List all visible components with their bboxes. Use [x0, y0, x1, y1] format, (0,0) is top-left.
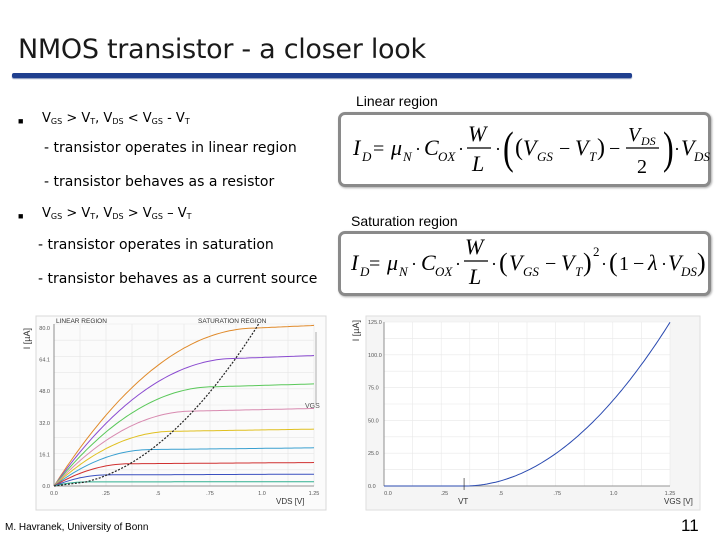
svg-text:W: W: [468, 121, 487, 146]
plot-background: [36, 316, 326, 510]
svg-text:): ): [583, 248, 592, 277]
minus-symbol: -: [162, 111, 176, 126]
svg-text:=: =: [373, 138, 385, 160]
gs-subscript: GS: [151, 212, 163, 221]
v-symbol: V: [42, 206, 51, 221]
x-axis-label: VDS [V]: [276, 497, 305, 506]
author-credit: M. Havranek, University of Bonn: [5, 522, 149, 533]
y-axis-label: I [µA]: [351, 320, 361, 342]
comma: ,: [95, 206, 104, 221]
saturation-formula-box: [338, 231, 711, 296]
v-symbol: V: [142, 111, 152, 126]
bullet-linear-condition: [42, 111, 190, 126]
x-tick-label: .25: [102, 491, 110, 497]
bullet-saturation-condition: [42, 206, 192, 221]
svg-text:OX: OX: [435, 264, 453, 279]
svg-text:V: V: [523, 135, 537, 160]
svg-text:·: ·: [674, 139, 680, 159]
svg-text:V: V: [668, 250, 682, 275]
svg-text:(: (: [609, 248, 618, 277]
vt-label: VT: [458, 497, 469, 506]
svg-text:·: ·: [458, 139, 464, 159]
svg-text:(: (: [499, 248, 508, 277]
svg-text:GS: GS: [537, 149, 553, 164]
comma: ,: [95, 111, 104, 126]
v-symbol: V: [81, 111, 91, 126]
page-number: 11: [681, 516, 699, 535]
saturation-region-label: Saturation region: [351, 213, 458, 229]
v-symbol: V: [81, 206, 91, 221]
title-underline: [12, 73, 632, 78]
svg-text:DS: DS: [641, 134, 656, 148]
region-label: SATURATION REGION: [198, 318, 267, 325]
svg-text:GS: GS: [523, 264, 539, 279]
t-subscript: T: [184, 117, 190, 126]
region-label: LINEAR REGION: [56, 318, 107, 325]
gs-subscript: GS: [151, 117, 163, 126]
svg-text:V: V: [681, 135, 695, 160]
y-tick-label: 75.0: [368, 385, 379, 392]
svg-text:DS: DS: [681, 264, 697, 279]
svg-text:C: C: [421, 250, 436, 275]
v-symbol: V: [103, 206, 113, 221]
y-tick-label: 64.1: [39, 357, 50, 364]
v-symbol: V: [177, 206, 187, 221]
svg-text:·: ·: [455, 254, 461, 274]
x-tick-label: 1.0: [609, 491, 618, 497]
svg-text:V: V: [561, 250, 575, 275]
svg-text:·: ·: [661, 254, 667, 274]
svg-text:I: I: [351, 250, 359, 275]
y-tick-label: 16.1: [39, 452, 50, 459]
svg-text:DS: DS: [694, 149, 710, 164]
x-tick-label: 0.0: [384, 491, 392, 497]
note-saturation-1: - transistor operates in saturation: [38, 237, 274, 253]
y-tick-label: 0.0: [42, 484, 50, 490]
svg-text:T: T: [589, 149, 597, 164]
svg-text:D: D: [360, 264, 370, 279]
bullet-marker: ■: [18, 116, 24, 126]
ds-subscript: DS: [112, 117, 124, 126]
t-subscript: T: [90, 212, 96, 221]
svg-text:λ: λ: [648, 250, 658, 275]
svg-text:·: ·: [415, 139, 421, 159]
x-tick-label: 1.25: [308, 491, 320, 497]
svg-text:V: V: [628, 124, 641, 146]
svg-text:·: ·: [411, 254, 417, 274]
v-symbol: V: [42, 111, 51, 126]
y-tick-label: 0.0: [368, 484, 376, 490]
svg-text:V: V: [575, 135, 589, 160]
gt-symbol: >: [123, 206, 143, 221]
x-axis-label: VGS [V]: [664, 497, 693, 506]
svg-text:I: I: [353, 135, 361, 160]
svg-text:OX: OX: [438, 149, 456, 164]
bullet-marker: ■: [18, 211, 24, 221]
linear-region-label: Linear region: [356, 93, 438, 109]
y-tick-label: 100.0: [368, 352, 382, 359]
svg-text:): ): [597, 135, 605, 161]
svg-text:): ): [663, 122, 674, 174]
note-linear-2: - transistor behaves as a resistor: [44, 174, 275, 190]
lt-symbol: <: [123, 111, 143, 126]
x-tick-label: .5: [498, 491, 504, 497]
t-subscript: T: [186, 212, 192, 221]
svg-text:−: −: [633, 253, 645, 275]
svg-text:(: (: [515, 135, 523, 161]
y-tick-label: 125.0: [368, 320, 382, 326]
svg-text:T: T: [575, 264, 583, 279]
svg-text:−: −: [559, 138, 571, 160]
svg-text:=: =: [369, 253, 381, 275]
note-linear-1: - transistor operates in linear region: [44, 140, 297, 156]
svg-text:L: L: [472, 151, 485, 176]
x-tick-label: .5: [155, 491, 161, 497]
svg-text:μ: μ: [387, 250, 399, 275]
gt-symbol: >: [62, 206, 82, 221]
svg-text:2: 2: [637, 156, 647, 178]
y-tick-label: 25.0: [368, 451, 379, 458]
svg-text:C: C: [424, 135, 439, 160]
t-subscript: T: [90, 117, 96, 126]
svg-text:N: N: [403, 149, 412, 164]
y-tick-label: 48.0: [39, 389, 50, 396]
y-tick-label: 80.0: [39, 326, 50, 332]
ds-subscript: DS: [112, 212, 124, 221]
y-tick-label: 50.0: [368, 418, 379, 425]
output-characteristics-chart: [18, 314, 330, 512]
v-symbol: V: [175, 111, 185, 126]
svg-text:1: 1: [619, 253, 629, 275]
svg-text:·: ·: [601, 254, 607, 274]
saturation-formula: [341, 234, 708, 293]
svg-text:·: ·: [495, 139, 501, 159]
svg-text:N: N: [399, 264, 408, 279]
x-tick-label: 1.0: [258, 491, 266, 497]
transfer-characteristics-chart: [348, 314, 704, 512]
linear-formula-box: [338, 112, 711, 187]
svg-text:μ: μ: [391, 135, 403, 160]
linear-formula: [341, 115, 708, 184]
x-tick-label: .25: [440, 491, 449, 497]
note-saturation-2: - transistor behaves as a current source: [38, 271, 318, 287]
svg-text:·: ·: [491, 254, 497, 274]
x-tick-label: 0.0: [50, 491, 58, 497]
svg-text:−: −: [545, 253, 557, 275]
gs-subscript: GS: [50, 117, 63, 126]
x-tick-label: .75: [553, 491, 562, 497]
param-label: VGS: [305, 403, 320, 410]
svg-text:W: W: [465, 234, 484, 259]
v-symbol: V: [103, 111, 113, 126]
x-tick-label: .75: [206, 491, 214, 497]
v-symbol: V: [142, 206, 152, 221]
svg-text:(: (: [503, 122, 514, 174]
svg-text:L: L: [469, 264, 482, 289]
gs-subscript: GS: [50, 212, 63, 221]
minus-symbol: –: [162, 206, 178, 221]
x-tick-label: 1.25: [664, 491, 676, 497]
gt-symbol: >: [62, 111, 82, 126]
svg-text:V: V: [509, 250, 523, 275]
svg-text:): ): [697, 248, 706, 277]
y-axis-label: I [µA]: [22, 328, 32, 350]
slide-title: NMOS transistor - a closer look: [18, 34, 426, 65]
svg-text:D: D: [362, 149, 372, 164]
svg-text:−: −: [609, 138, 621, 160]
y-tick-label: 32.0: [39, 420, 50, 427]
svg-text:2: 2: [593, 244, 600, 259]
